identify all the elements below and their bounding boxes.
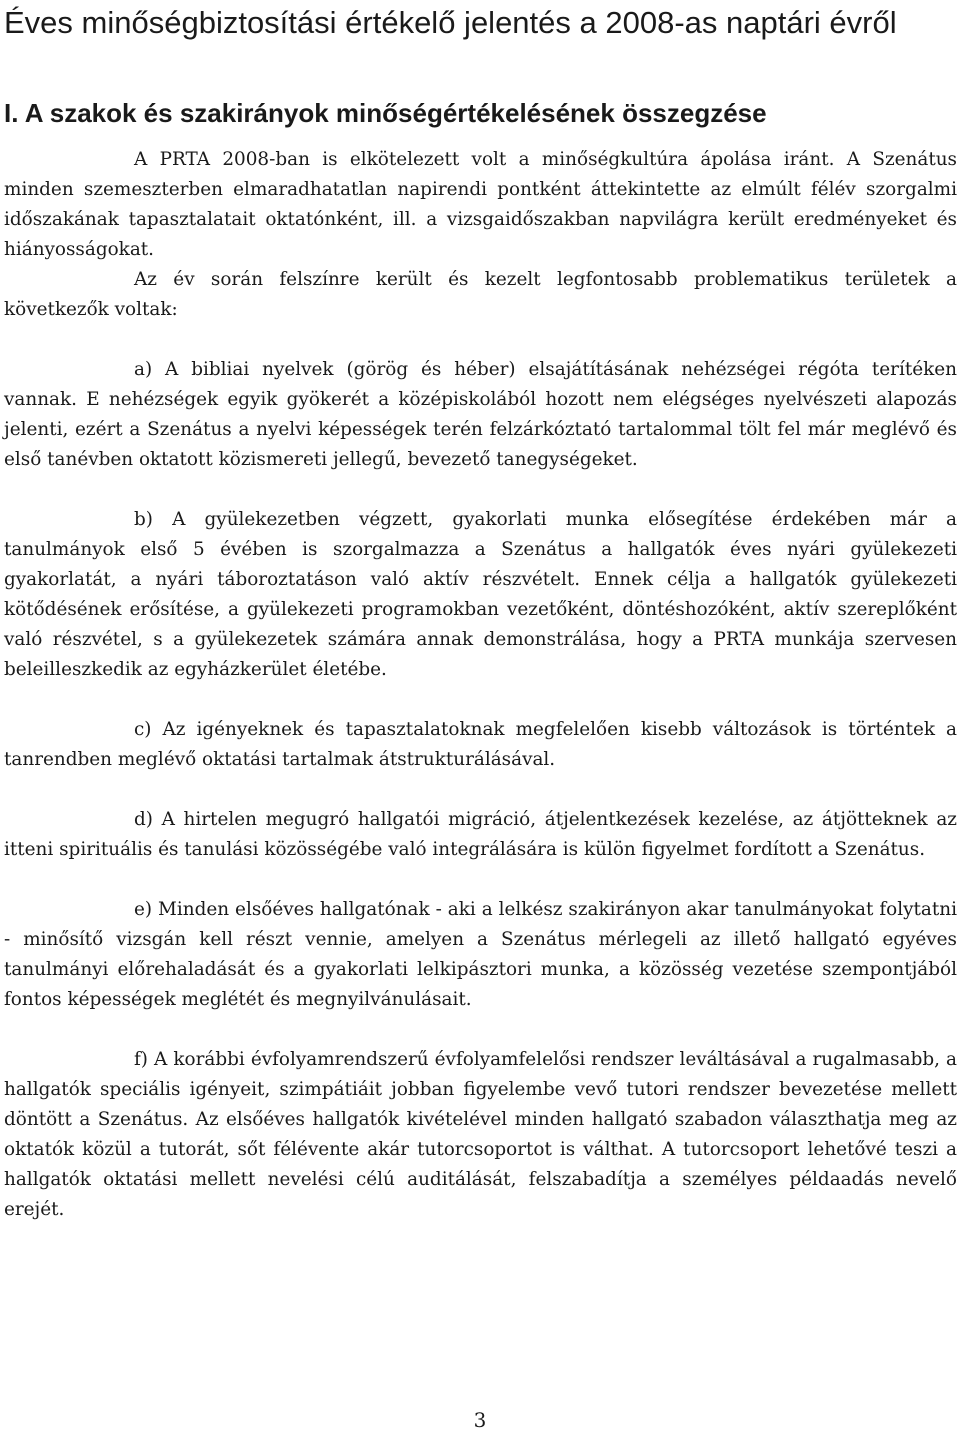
section-heading: I. A szakok és szakirányok minőségértékelésének összegzése <box>4 98 767 128</box>
body-text <box>4 145 957 1255</box>
list-item-c-curriculum-changes: c) Az igényeknek és tapasztalatoknak megfelelően kisebb változások is történtek a tanrendben meglévő oktatási tartalmak átstrukturálásával. <box>4 719 957 770</box>
list-item-d-student-migration: d) A hirtelen megugró hallgatói migráció, átjelentkezések kezelése, az átjötteknek az itteni spirituális és tanulási közösségébe való integrálására is külön figyelmet fordított a Szenátus. <box>4 809 957 860</box>
page-number: 3 <box>473 1408 487 1432</box>
list-item-b-congregation-practice: b) A gyülekezetben végzett, gyakorlati munka elősegítése érdekében már a tanulmányok első 5 évében is szorgalmazza a Szenátus a hallgatók éves nyári gyülekezeti gyakorlatát, a nyári táboroztatáson való aktív részvételt. Ennek célja a hallgatók gyülekezeti kötődésének erősítése, a gyülekezeti programokban vezetőként, döntéshozóként, aktív szereplőként való részvétel, s a gyülekezetek számára annak demonstrálása, hogy a PRTA munkája szervesen beleilleszkedik az egyházkerület életébe. <box>4 509 957 680</box>
list-item-e-qualifying-exam: e) Minden elsőéves hallgatónak - aki a lelkész szakirányon akar tanulmányokat folytatni - minősítő vizsgán kell részt vennie, amelyen a Szenátus mérlegeli az illető hallgató egyéves tanulmányi előrehaladását és a gyakorlati lelkipásztori munka, a közösség vezetése szempontjából fontos képességek meglétét és megnyilvánulásait. <box>4 899 957 1010</box>
list-item-a-biblical-languages: a) A bibliai nyelvek (görög és héber) elsajátításának nehézségei régóta terítéken vannak. E nehézségek egyik gyökerét a középiskolából hozott nem elégséges nyelvészeti alapozás jelenti, ezért a Szenátus a nyelvi képességek terén felzárkóztató tartalommal tölt fel már meglévő és első tanévben oktatott közismereti jellegű, bevezető tanegységeket. <box>4 359 957 470</box>
paragraph-intro-problem-areas: Az év során felszínre került és kezelt legfontosabb problematikus területek a következők voltak: <box>4 269 957 320</box>
list-item-f-tutor-system: f) A korábbi évfolyamrendszerű évfolyamfelelősi rendszer leváltásával a rugalmasabb, a hallgatók speciális igényeit, szimpátiáit jobban figyelembe vevő tutori rendszer bevezetése mellett döntött a Szenátus. Az elsőéves hallgatók kivételével minden hallgató szabadon választhatja meg az oktatók közül a tutorát, sőt félévente akár tutorcsoportot is válthat. A tutorcsoport lehetővé teszi a hallgatók oktatási mellett nevelési célú auditálását, felszabadítja a személyes példaadás nevelő erejét. <box>4 1049 957 1220</box>
paragraph-intro-quality-culture: A PRTA 2008-ban is elkötelezett volt a minőségkultúra ápolása iránt. A Szenátus minden szemeszterben elmaradhatatlan napirendi pontként áttekintette az elmúlt félév szorgalmi időszakának tapasztalatait oktatónként, ill. a vizsgaidőszakban napvilágra került eredményeket és hiányosságokat. <box>4 149 957 260</box>
document-title: Éves minőségbiztosítási értékelő jelentés a 2008-as naptári évről <box>4 5 897 40</box>
